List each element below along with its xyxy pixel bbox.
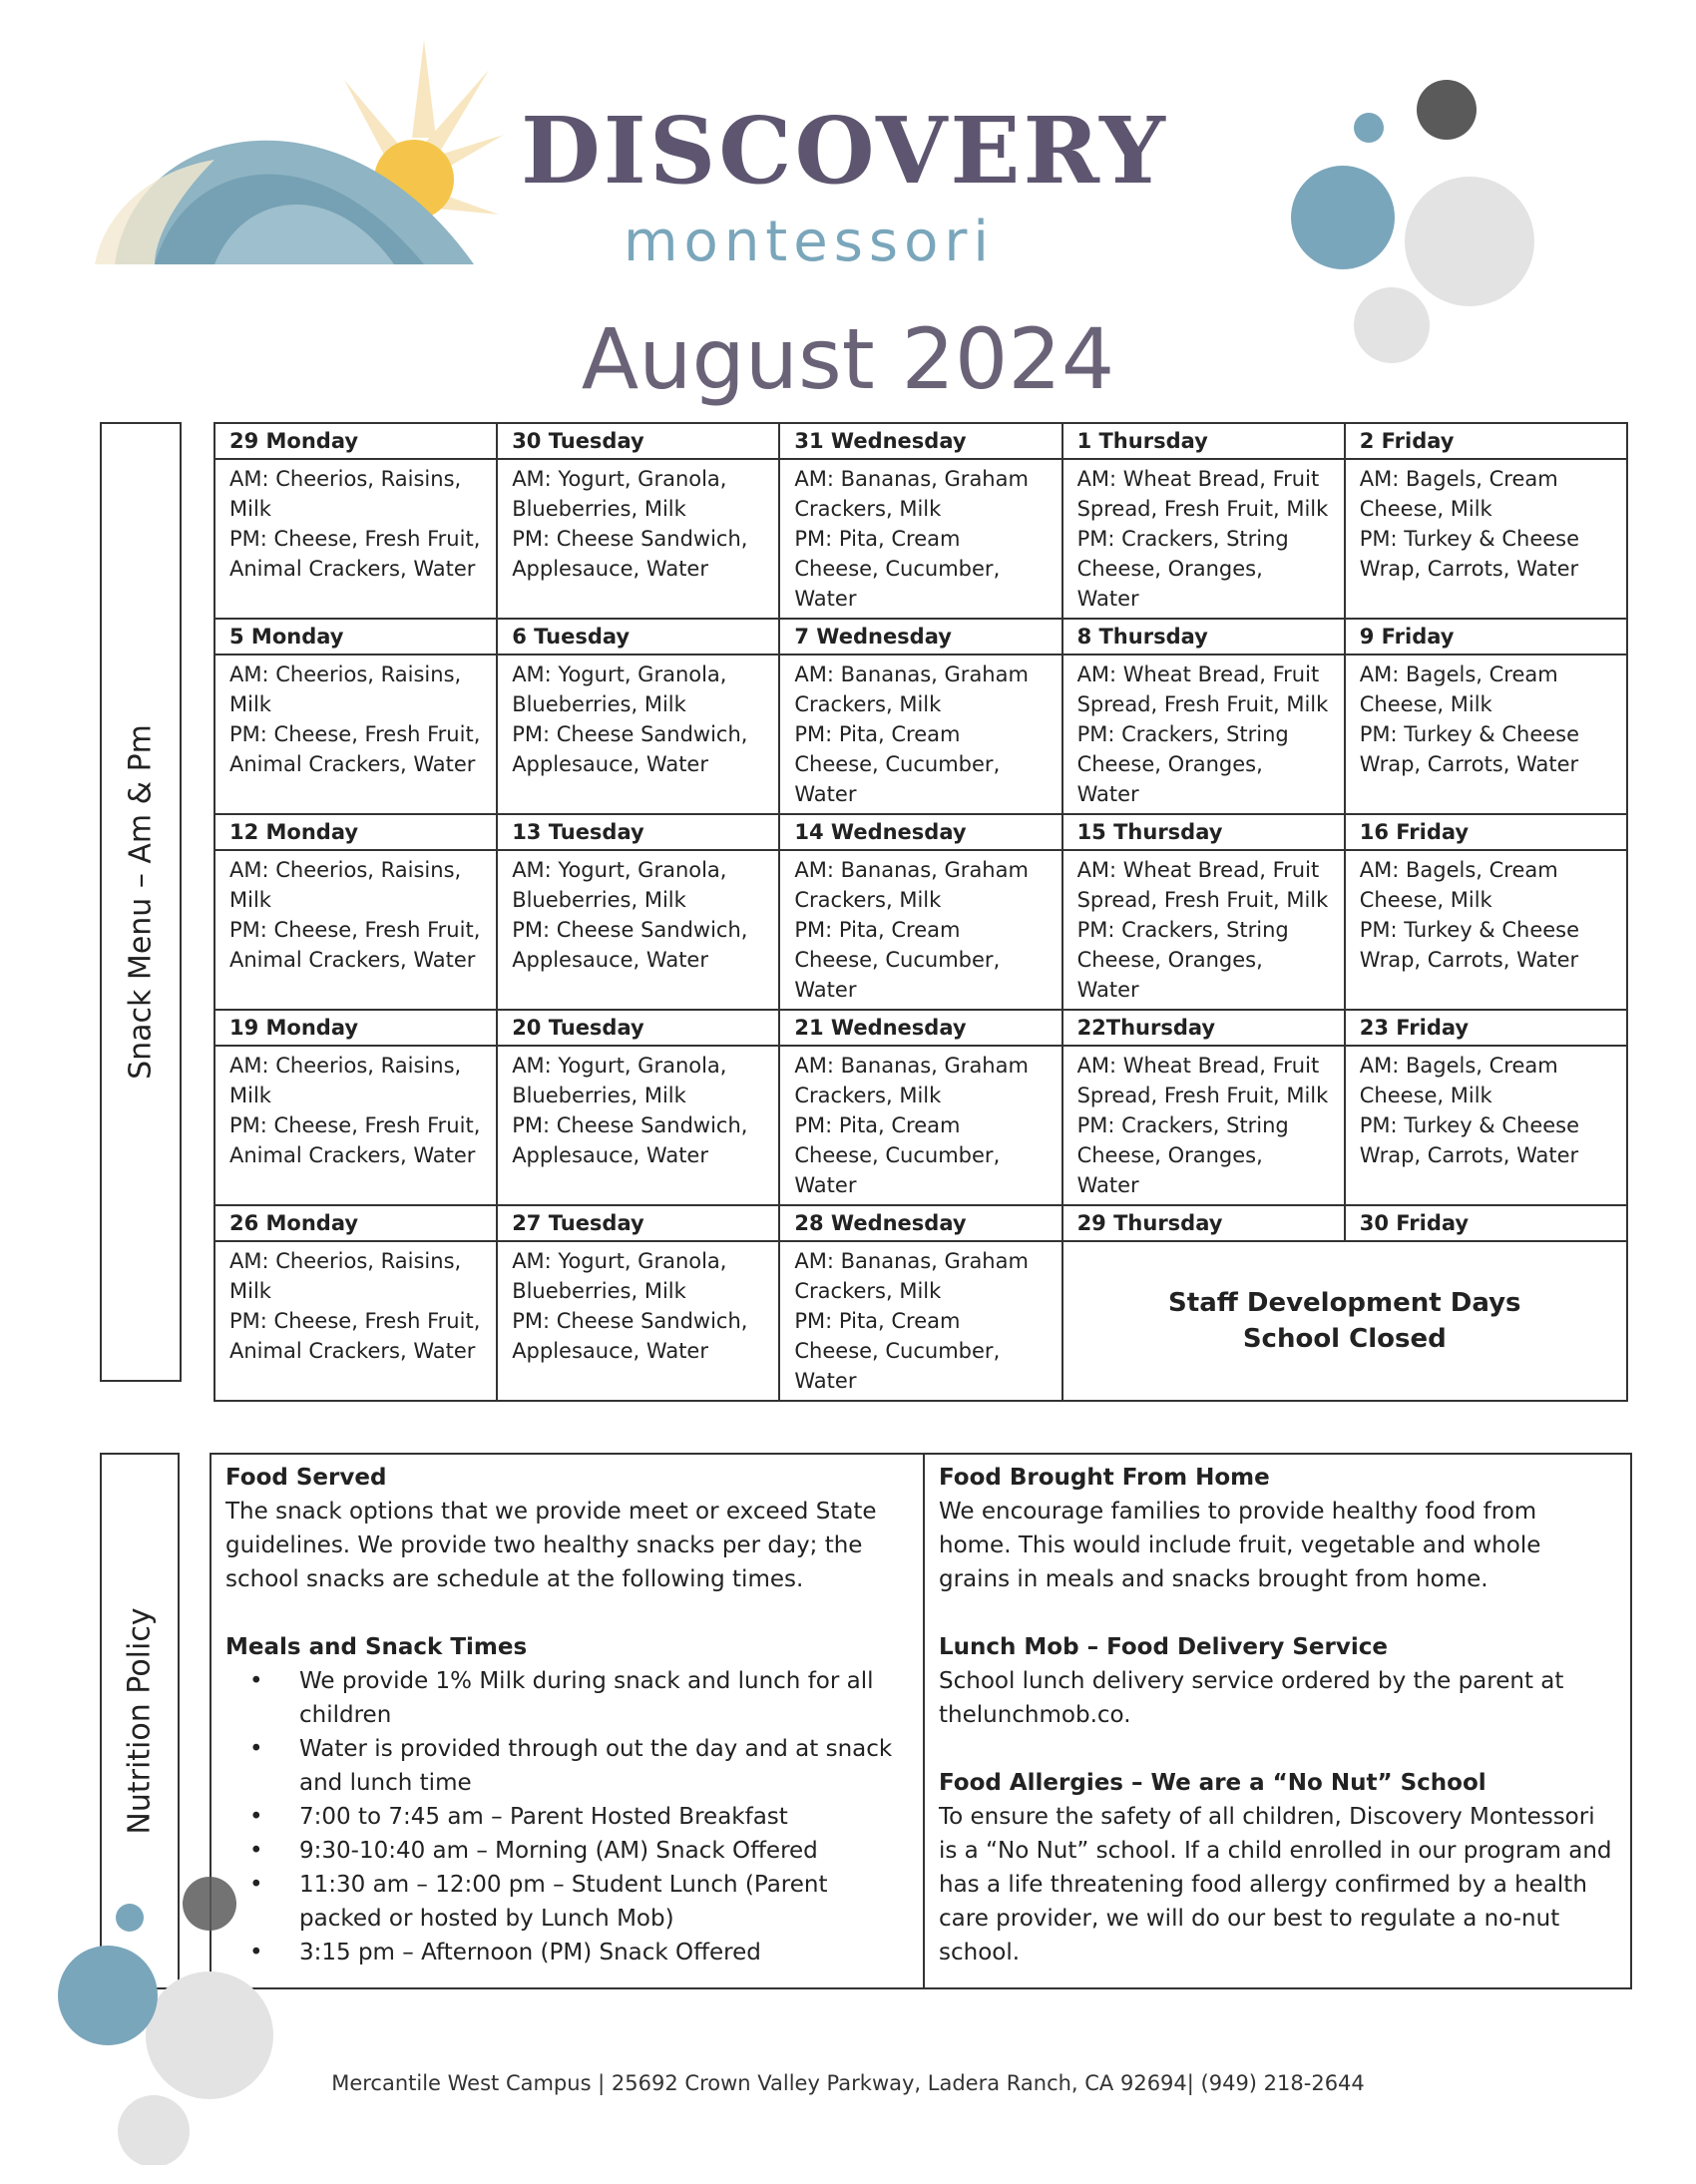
pm-snack: PM: Pita, Cream Cheese, Cucumber, Water <box>794 918 1001 1002</box>
day-menu <box>214 1046 497 1205</box>
pm-snack: PM: Pita, Cream Cheese, Cucumber, Water <box>794 1309 1001 1393</box>
week-row-menu <box>214 655 1627 814</box>
pm-snack: PM: Cheese, Fresh Fruit, Animal Crackers, Water <box>229 722 481 776</box>
closed-line-1: Staff Development Days <box>1168 1288 1521 1318</box>
week-row-menu <box>214 1241 1627 1401</box>
day-menu <box>1345 459 1627 619</box>
pm-snack: PM: Pita, Cream Cheese, Cucumber, Water <box>794 1113 1001 1197</box>
day-date: 12 Monday <box>214 814 497 850</box>
am-snack: AM: Cheerios, Raisins, Milk <box>229 662 462 716</box>
day-date: 21 Wednesday <box>779 1010 1061 1046</box>
am-snack: AM: Yogurt, Granola, Blueberries, Milk <box>512 467 727 521</box>
day-menu <box>1062 850 1345 1010</box>
pm-snack: PM: Cheese Sandwich, Applesauce, Water <box>512 1113 748 1167</box>
day-date: 19 Monday <box>214 1010 497 1046</box>
am-snack: AM: Bagels, Cream Cheese, Milk <box>1359 1054 1558 1107</box>
day-menu <box>779 655 1061 814</box>
list-item: • 3:15 pm – Afternoon (PM) Snack Offered <box>225 1936 909 1969</box>
am-snack: AM: Wheat Bread, Fruit Spread, Fresh Fruit, Milk <box>1076 1054 1329 1107</box>
day-menu <box>1062 655 1345 814</box>
day-date: 23 Friday <box>1345 1010 1627 1046</box>
pm-snack: PM: Turkey & Cheese Wrap, Carrots, Water <box>1359 918 1580 972</box>
week-row-dates <box>214 1205 1627 1241</box>
am-snack: AM: Cheerios, Raisins, Milk <box>229 858 462 912</box>
logo-sun-wave-graphic <box>95 40 514 269</box>
pm-snack: PM: Cheese Sandwich, Applesauce, Water <box>512 918 748 972</box>
am-snack: AM: Cheerios, Raisins, Milk <box>229 1249 462 1303</box>
am-snack: AM: Yogurt, Granola, Blueberries, Milk <box>512 662 727 716</box>
food-served-heading: Food Served <box>225 1465 387 1491</box>
am-snack: AM: Bagels, Cream Cheese, Milk <box>1359 467 1558 521</box>
pm-snack: PM: Cheese Sandwich, Applesauce, Water <box>512 722 748 776</box>
pm-snack: PM: Cheese, Fresh Fruit, Animal Crackers, Water <box>229 527 481 581</box>
day-date: 7 Wednesday <box>779 619 1061 655</box>
pm-snack: PM: Crackers, String Cheese, Oranges, Water <box>1076 722 1289 806</box>
am-snack: AM: Yogurt, Granola, Blueberries, Milk <box>512 858 727 912</box>
week-row-dates <box>214 423 1627 459</box>
food-allergies-text: To ensure the safety of all children, Discovery Montessori is a “No Nut” school. If a child enrolled in our program and has a life threatening food allergy confirmed by a health care provider, we will do our best to regulate a no-nut school. <box>939 1804 1612 1966</box>
nutrition-policy-box <box>210 1453 1632 1989</box>
day-menu <box>1345 850 1627 1010</box>
food-from-home-heading: Food Brought From Home <box>939 1465 1270 1491</box>
day-date: 27 Tuesday <box>497 1205 779 1241</box>
day-date: 30 Friday <box>1345 1205 1627 1241</box>
am-snack: AM: Bananas, Graham Crackers, Milk <box>794 1054 1029 1107</box>
am-snack: AM: Yogurt, Granola, Blueberries, Milk <box>512 1249 727 1303</box>
pm-snack: PM: Crackers, String Cheese, Oranges, Water <box>1076 1113 1289 1197</box>
pm-snack: PM: Cheese, Fresh Fruit, Animal Crackers, Water <box>229 1113 481 1167</box>
day-date: 31 Wednesday <box>779 423 1061 459</box>
day-date: 13 Tuesday <box>497 814 779 850</box>
day-date: 30 Tuesday <box>497 423 779 459</box>
am-snack: AM: Yogurt, Granola, Blueberries, Milk <box>512 1054 727 1107</box>
day-menu <box>497 655 779 814</box>
am-snack: AM: Cheerios, Raisins, Milk <box>229 1054 462 1107</box>
day-menu <box>779 1241 1061 1401</box>
week-row-dates <box>214 619 1627 655</box>
pm-snack: PM: Turkey & Cheese Wrap, Carrots, Water <box>1359 1113 1580 1167</box>
day-date: 26 Monday <box>214 1205 497 1241</box>
snack-calendar-table <box>213 422 1628 1402</box>
am-snack: AM: Bananas, Graham Crackers, Milk <box>794 467 1029 521</box>
day-menu <box>214 655 497 814</box>
day-menu <box>214 850 497 1010</box>
list-item: • 9:30-10:40 am – Morning (AM) Snack Offered <box>225 1834 909 1868</box>
pm-snack: PM: Cheese Sandwich, Applesauce, Water <box>512 527 748 581</box>
food-from-home-text: We encourage families to provide healthy food from home. This would include fruit, vegetable and whole grains in meals and snacks brought from home. <box>939 1499 1541 1592</box>
day-menu <box>1345 1046 1627 1205</box>
am-snack: AM: Bagels, Cream Cheese, Milk <box>1359 858 1558 912</box>
footer-address: Mercantile West Campus | 25692 Crown Valley Parkway, Ladera Ranch, CA 92694| (949) 218-2644 <box>331 2071 1365 2095</box>
day-date: 20 Tuesday <box>497 1010 779 1046</box>
nutrition-policy-side-label: Nutrition Policy <box>122 1607 158 1835</box>
list-item: • Water is provided through out the day and at snack and lunch time <box>225 1732 909 1800</box>
day-menu <box>779 1046 1061 1205</box>
lunch-mob-heading: Lunch Mob – Food Delivery Service <box>939 1634 1388 1660</box>
am-snack: AM: Wheat Bread, Fruit Spread, Fresh Fruit, Milk <box>1076 662 1329 716</box>
school-closed-notice <box>1062 1241 1627 1401</box>
day-date: 15 Thursday <box>1062 814 1345 850</box>
snack-menu-side-label: Snack Menu – Am & Pm <box>123 724 159 1080</box>
day-menu <box>497 850 779 1010</box>
list-item: • We provide 1% Milk during snack and lunch for all children <box>225 1664 909 1732</box>
policy-right-column <box>925 1455 1630 1987</box>
day-menu <box>497 459 779 619</box>
pm-snack: PM: Pita, Cream Cheese, Cucumber, Water <box>794 527 1001 611</box>
food-served-text: The snack options that we provide meet or exceed State guidelines. We provide two healthy snacks per day; the school snacks are schedule at the following times. <box>225 1499 877 1592</box>
day-menu <box>779 850 1061 1010</box>
day-menu <box>1062 459 1345 619</box>
day-date: 6 Tuesday <box>497 619 779 655</box>
week-row-menu <box>214 850 1627 1010</box>
pm-snack: PM: Cheese Sandwich, Applesauce, Water <box>512 1309 748 1363</box>
week-row-dates <box>214 1010 1627 1046</box>
decorative-dots-bottom <box>50 1856 339 2165</box>
pm-snack: PM: Turkey & Cheese Wrap, Carrots, Water <box>1359 722 1580 776</box>
pm-snack: PM: Cheese, Fresh Fruit, Animal Crackers, Water <box>229 1309 481 1363</box>
food-allergies-heading: Food Allergies – We are a “No Nut” School <box>939 1770 1486 1796</box>
day-date: 1 Thursday <box>1062 423 1345 459</box>
day-menu <box>1062 1046 1345 1205</box>
logo-subtitle: montessori <box>624 210 995 274</box>
snack-menu-side-label-box <box>100 422 182 1382</box>
day-date: 9 Friday <box>1345 619 1627 655</box>
day-menu <box>779 459 1061 619</box>
week-row-menu <box>214 459 1627 619</box>
pm-snack: PM: Crackers, String Cheese, Oranges, Water <box>1076 918 1289 1002</box>
list-item: • 7:00 to 7:45 am – Parent Hosted Breakfast <box>225 1800 909 1834</box>
pm-snack: PM: Crackers, String Cheese, Oranges, Water <box>1076 527 1289 611</box>
day-menu <box>214 459 497 619</box>
pm-snack: PM: Cheese, Fresh Fruit, Animal Crackers, Water <box>229 918 481 972</box>
am-snack: AM: Cheerios, Raisins, Milk <box>229 467 462 521</box>
logo-wordmark: DISCOVERY <box>521 97 1168 205</box>
day-menu <box>497 1241 779 1401</box>
day-menu <box>497 1046 779 1205</box>
day-date: 2 Friday <box>1345 423 1627 459</box>
week-row-menu <box>214 1046 1627 1205</box>
lunch-mob-text: School lunch delivery service ordered by the parent at thelunchmob.co. <box>939 1668 1564 1728</box>
pm-snack: PM: Pita, Cream Cheese, Cucumber, Water <box>794 722 1001 806</box>
am-snack: AM: Bananas, Graham Crackers, Milk <box>794 1249 1029 1303</box>
day-date: 29 Thursday <box>1062 1205 1345 1241</box>
pm-snack: PM: Turkey & Cheese Wrap, Carrots, Water <box>1359 527 1580 581</box>
closed-line-2: School Closed <box>1242 1324 1447 1354</box>
meal-times-heading: Meals and Snack Times <box>225 1634 528 1660</box>
day-date: 22Thursday <box>1062 1010 1345 1046</box>
am-snack: AM: Wheat Bread, Fruit Spread, Fresh Fruit, Milk <box>1076 467 1329 521</box>
day-menu <box>214 1241 497 1401</box>
day-date: 5 Monday <box>214 619 497 655</box>
am-snack: AM: Bananas, Graham Crackers, Milk <box>794 662 1029 716</box>
month-title: August 2024 <box>581 310 1115 408</box>
day-menu <box>1345 655 1627 814</box>
day-date: 28 Wednesday <box>779 1205 1061 1241</box>
list-item: • 11:30 am – 12:00 pm – Student Lunch (Parent packed or hosted by Lunch Mob) <box>225 1868 909 1936</box>
day-date: 14 Wednesday <box>779 814 1061 850</box>
am-snack: AM: Bagels, Cream Cheese, Milk <box>1359 662 1558 716</box>
day-date: 29 Monday <box>214 423 497 459</box>
am-snack: AM: Wheat Bread, Fruit Spread, Fresh Fruit, Milk <box>1076 858 1329 912</box>
am-snack: AM: Bananas, Graham Crackers, Milk <box>794 858 1029 912</box>
week-row-dates <box>214 814 1627 850</box>
day-date: 8 Thursday <box>1062 619 1345 655</box>
day-date: 16 Friday <box>1345 814 1627 850</box>
